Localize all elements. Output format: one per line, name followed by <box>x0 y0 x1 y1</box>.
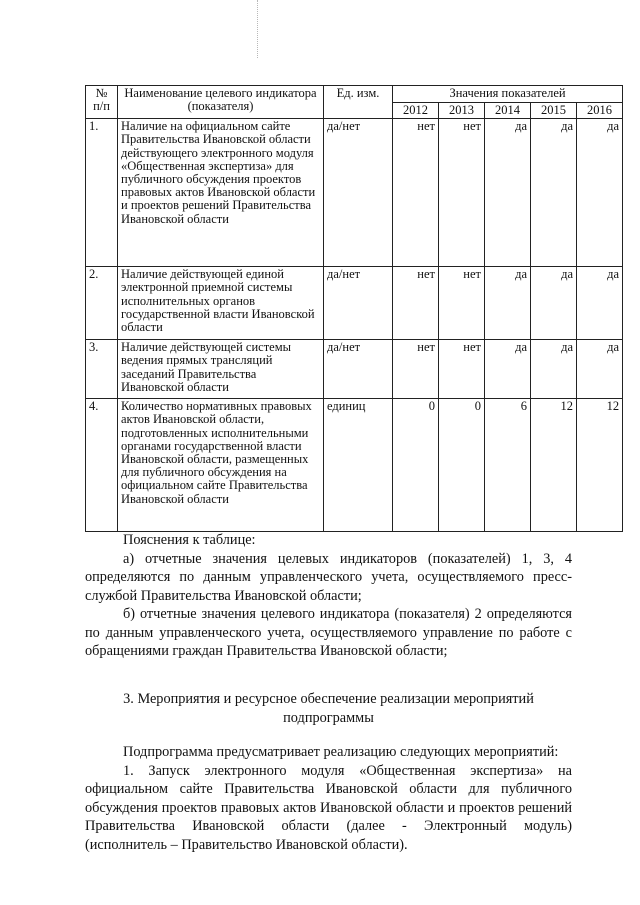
notes-heading: Пояснения к таблице: <box>123 532 256 548</box>
row-value: нет <box>439 119 485 267</box>
row-num: 4. <box>86 399 118 532</box>
header-unit: Ед. изм. <box>324 86 393 119</box>
row-unit: да/нет <box>324 267 393 340</box>
row-unit: да/нет <box>324 340 393 399</box>
header-values: Значения показателей <box>393 86 623 103</box>
row-value: да <box>485 119 531 267</box>
scan-mark <box>257 0 260 58</box>
row-value: нет <box>393 340 439 399</box>
body-paragraph-intro: Подпрограмма предусматривает реализацию следующих мероприятий: <box>123 744 559 760</box>
header-num: № п/п <box>86 86 118 119</box>
row-value: 12 <box>531 399 577 532</box>
note-b: б) отчетные значения целевого индикатора (показателя) 2 определяются по данным управленческого учета, осуществляемого управление по работе с обращениями граждан Правительства Ивановской области; <box>85 606 572 659</box>
header-year: 2014 <box>485 103 531 119</box>
row-num: 2. <box>86 267 118 340</box>
row-value: да <box>485 340 531 399</box>
row-value: 6 <box>485 399 531 532</box>
row-value: нет <box>439 267 485 340</box>
row-unit: единиц <box>324 399 393 532</box>
header-year: 2012 <box>393 103 439 119</box>
row-value: нет <box>439 340 485 399</box>
row-value: да <box>577 267 623 340</box>
notes-block <box>85 531 572 661</box>
table-row <box>86 119 623 267</box>
row-value: 12 <box>577 399 623 532</box>
row-value: да <box>485 267 531 340</box>
row-value: да <box>531 340 577 399</box>
row-value: да <box>577 119 623 267</box>
indicators-table <box>85 85 623 532</box>
header-year: 2013 <box>439 103 485 119</box>
note-a: а) отчетные значения целевых индикаторов (показателей) 1, 3, 4 определяются по данным управленческого учета, осуществляемого пресс-службой Правительства Ивановской области; <box>85 550 572 604</box>
row-value: 0 <box>393 399 439 532</box>
row-num: 1. <box>86 119 118 267</box>
row-value: да <box>577 340 623 399</box>
row-value: да <box>531 267 577 340</box>
row-value: нет <box>393 119 439 267</box>
table-row <box>86 340 623 399</box>
section-title <box>85 690 572 727</box>
header-year: 2016 <box>577 103 623 119</box>
table-row <box>86 399 623 532</box>
row-value: да <box>531 119 577 267</box>
row-value: нет <box>393 267 439 340</box>
header-name: Наименование целевого индикатора (показателя) <box>118 86 324 119</box>
body-text <box>85 743 572 854</box>
row-unit: да/нет <box>324 119 393 267</box>
header-year: 2015 <box>531 103 577 119</box>
section-title-line2: подпрограммы <box>283 709 374 726</box>
row-name: Наличие действующей системы ведения прямых трансляций заседаний Правительства Ивановской области <box>118 340 324 399</box>
row-name: Количество нормативных правовых актов Ивановской области, подготовленных исполнительными органами государственной власти Ивановской области, размещенных для публичного обсуждения на официальном сайте Правительства Ивановской области <box>118 399 324 532</box>
row-name: Наличие на официальном сайте Правительства Ивановской области действующего электронного модуля «Общественная экспертиза» для публичного обсуждения проектов правовых актов Ивановской области и проектов решений Правительства Ивановской области <box>118 119 324 267</box>
row-value: 0 <box>439 399 485 532</box>
row-name: Наличие действующей единой электронной приемной системы исполнительных органов государственной власти Ивановской области <box>118 267 324 340</box>
row-num: 3. <box>86 340 118 399</box>
body-paragraph-measure-1: 1. Запуск электронного модуля «Общественная экспертиза» на официальном сайте Правительства Ивановской области для публичного обсуждения проектов правовых актов Ивановской области и проектов решений Правительства Ивановской области (далее - Электронный модуль) (исполнитель – Правительство Ивановской области). <box>85 762 572 853</box>
section-title-line1: 3. Мероприятия и ресурсное обеспечение реализации мероприятий <box>123 691 534 707</box>
table-row <box>86 267 623 340</box>
